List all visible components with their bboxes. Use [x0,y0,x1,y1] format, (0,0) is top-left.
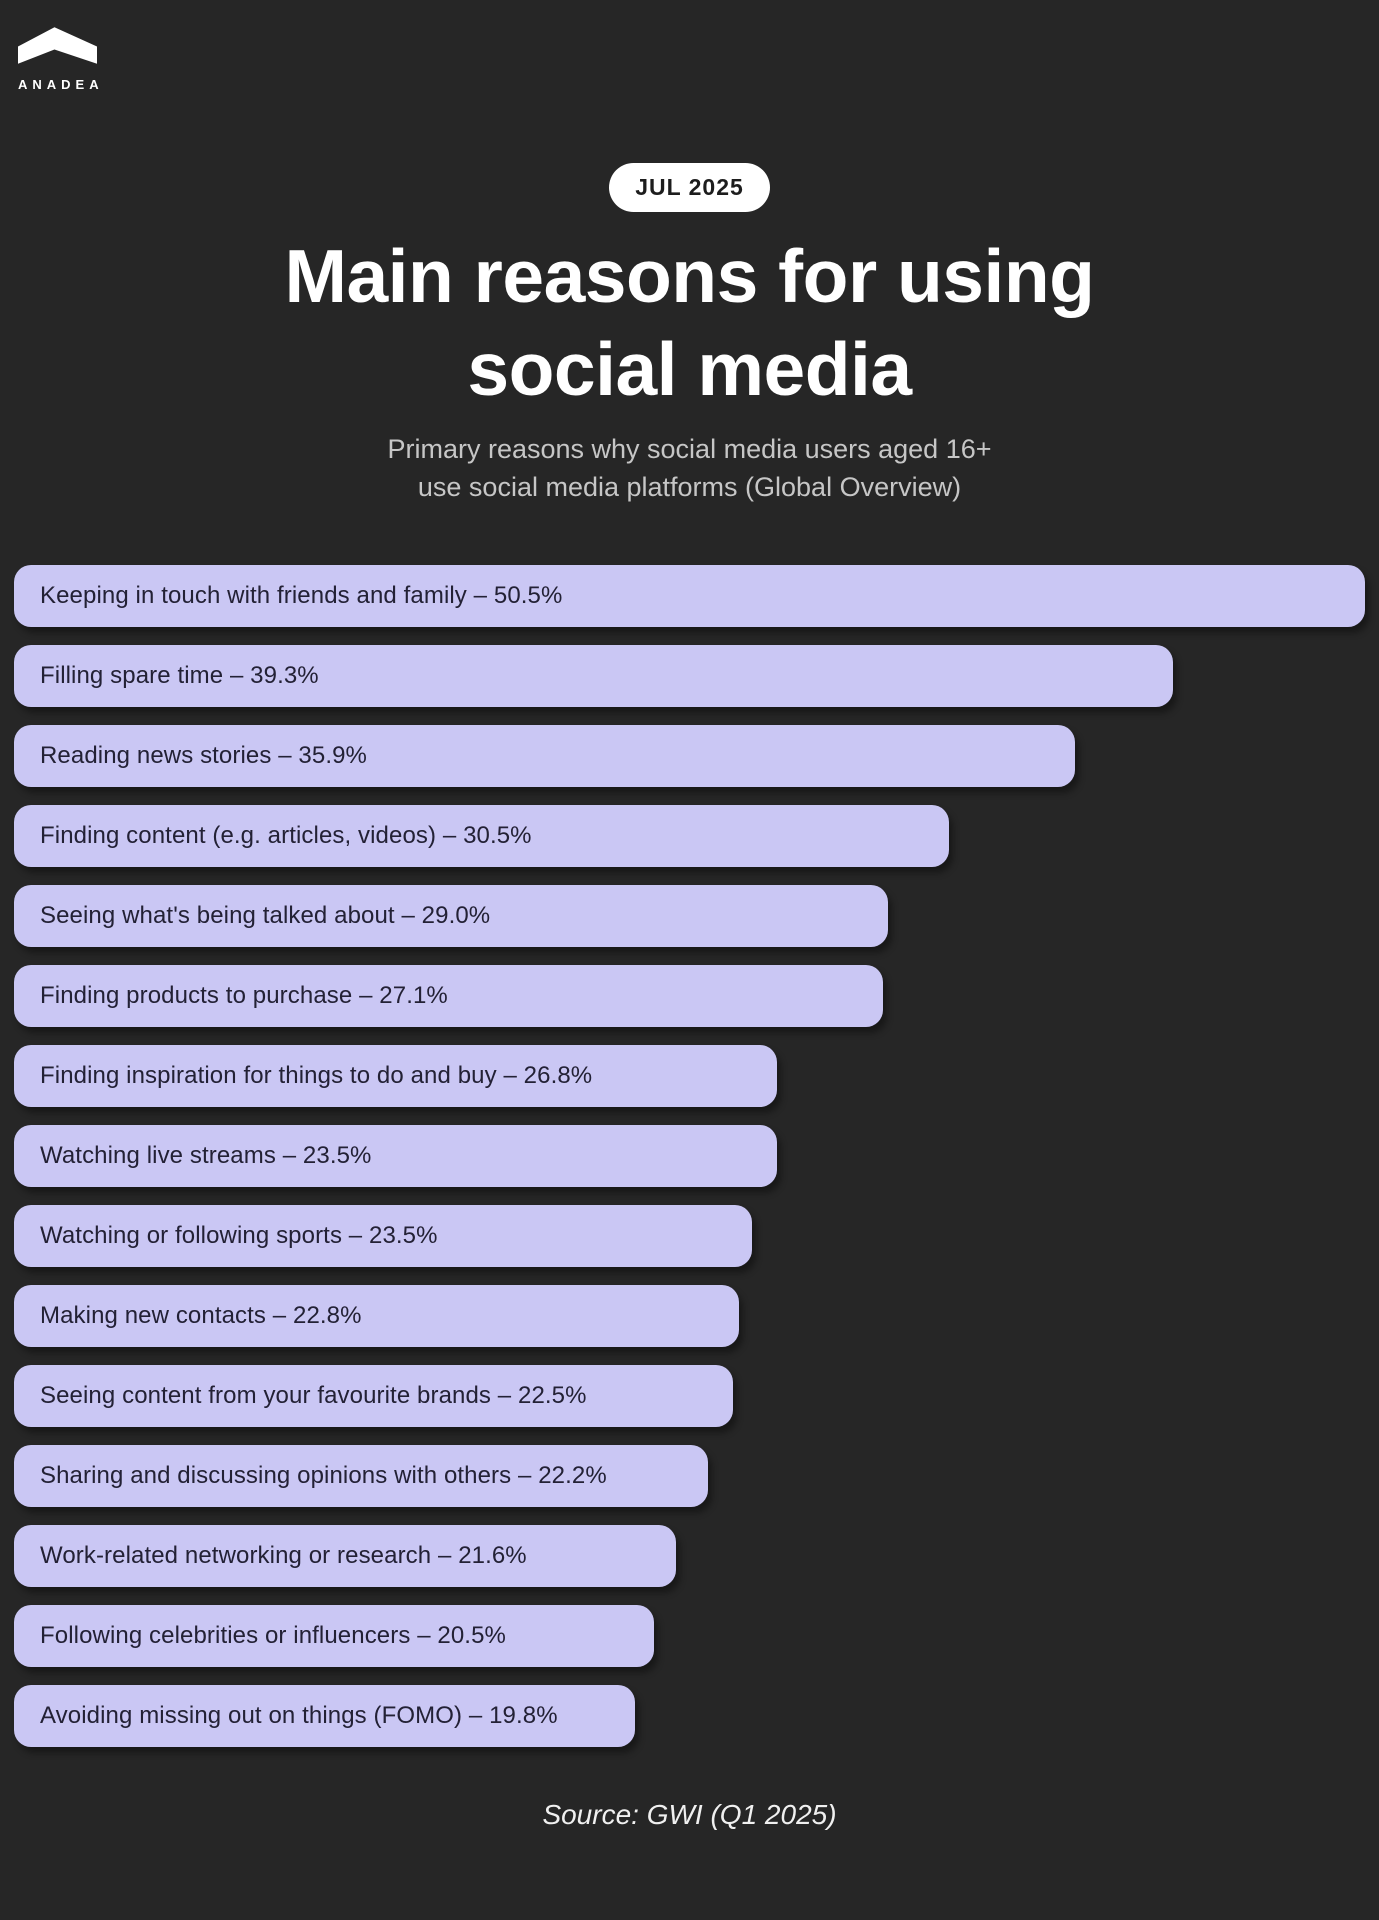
bar-label: Finding products to purchase – 27.1% [40,981,448,1009]
bar-row [14,1045,777,1107]
bar-label: Finding content (e.g. articles, videos) – 30.5% [40,821,532,849]
bar-label: Following celebrities or influencers – 20.5% [40,1621,506,1649]
source-note: Source: GWI (Q1 2025) [542,1798,837,1830]
bar-row [14,1365,733,1427]
bar-row [14,1525,676,1587]
page-title-line-2: social media [467,327,912,411]
bar-row [14,885,888,947]
bar-label: Finding inspiration for things to do and buy – 26.8% [40,1061,593,1089]
page-subtitle [0,431,1379,507]
page-title [0,230,1379,416]
anadea-logo [18,27,104,92]
bar-label: Filling spare time – 39.3% [40,661,319,689]
bar-row [14,805,949,867]
bar-label: Avoiding missing out on things (FOMO) – 19.8% [40,1701,558,1729]
bar-row [14,565,1365,627]
bar-label: Watching live streams – 23.5% [40,1141,372,1169]
bar-label: Seeing what's being talked about – 29.0% [40,901,491,929]
bar-label: Sharing and discussing opinions with others – 22.2% [40,1461,607,1489]
bar-label: Keeping in touch with friends and family – 50.5% [40,581,563,609]
bar-label: Reading news stories – 35.9% [40,741,367,769]
brand-name: ANADEA [18,77,104,92]
bar-row [14,1445,708,1507]
bar-row [14,725,1075,787]
bar-row [14,1685,635,1747]
bar-label: Making new contacts – 22.8% [40,1301,362,1329]
page-subtitle-line-1: Primary reasons why social media users aged 16+ [387,434,992,464]
bar-row [14,965,883,1027]
bar-row [14,1125,777,1187]
bar-row [14,1205,752,1267]
date-badge-row [0,0,1379,212]
page-title-line-1: Main reasons for using [284,234,1095,318]
page-subtitle-line-2: use social media platforms (Global Overview) [417,471,962,502]
chevron-roof-icon [18,27,97,64]
bar-list [0,565,1379,1747]
bar-row [14,645,1173,707]
bar-label: Seeing content from your favourite brands – 22.5% [40,1381,587,1409]
bar-label: Watching or following sports – 23.5% [40,1221,438,1249]
bar-row [14,1605,654,1667]
bar-row [14,1285,739,1347]
date-badge: JUL 2025 [609,163,770,212]
bar-label: Work-related networking or research – 21.6% [40,1541,527,1569]
